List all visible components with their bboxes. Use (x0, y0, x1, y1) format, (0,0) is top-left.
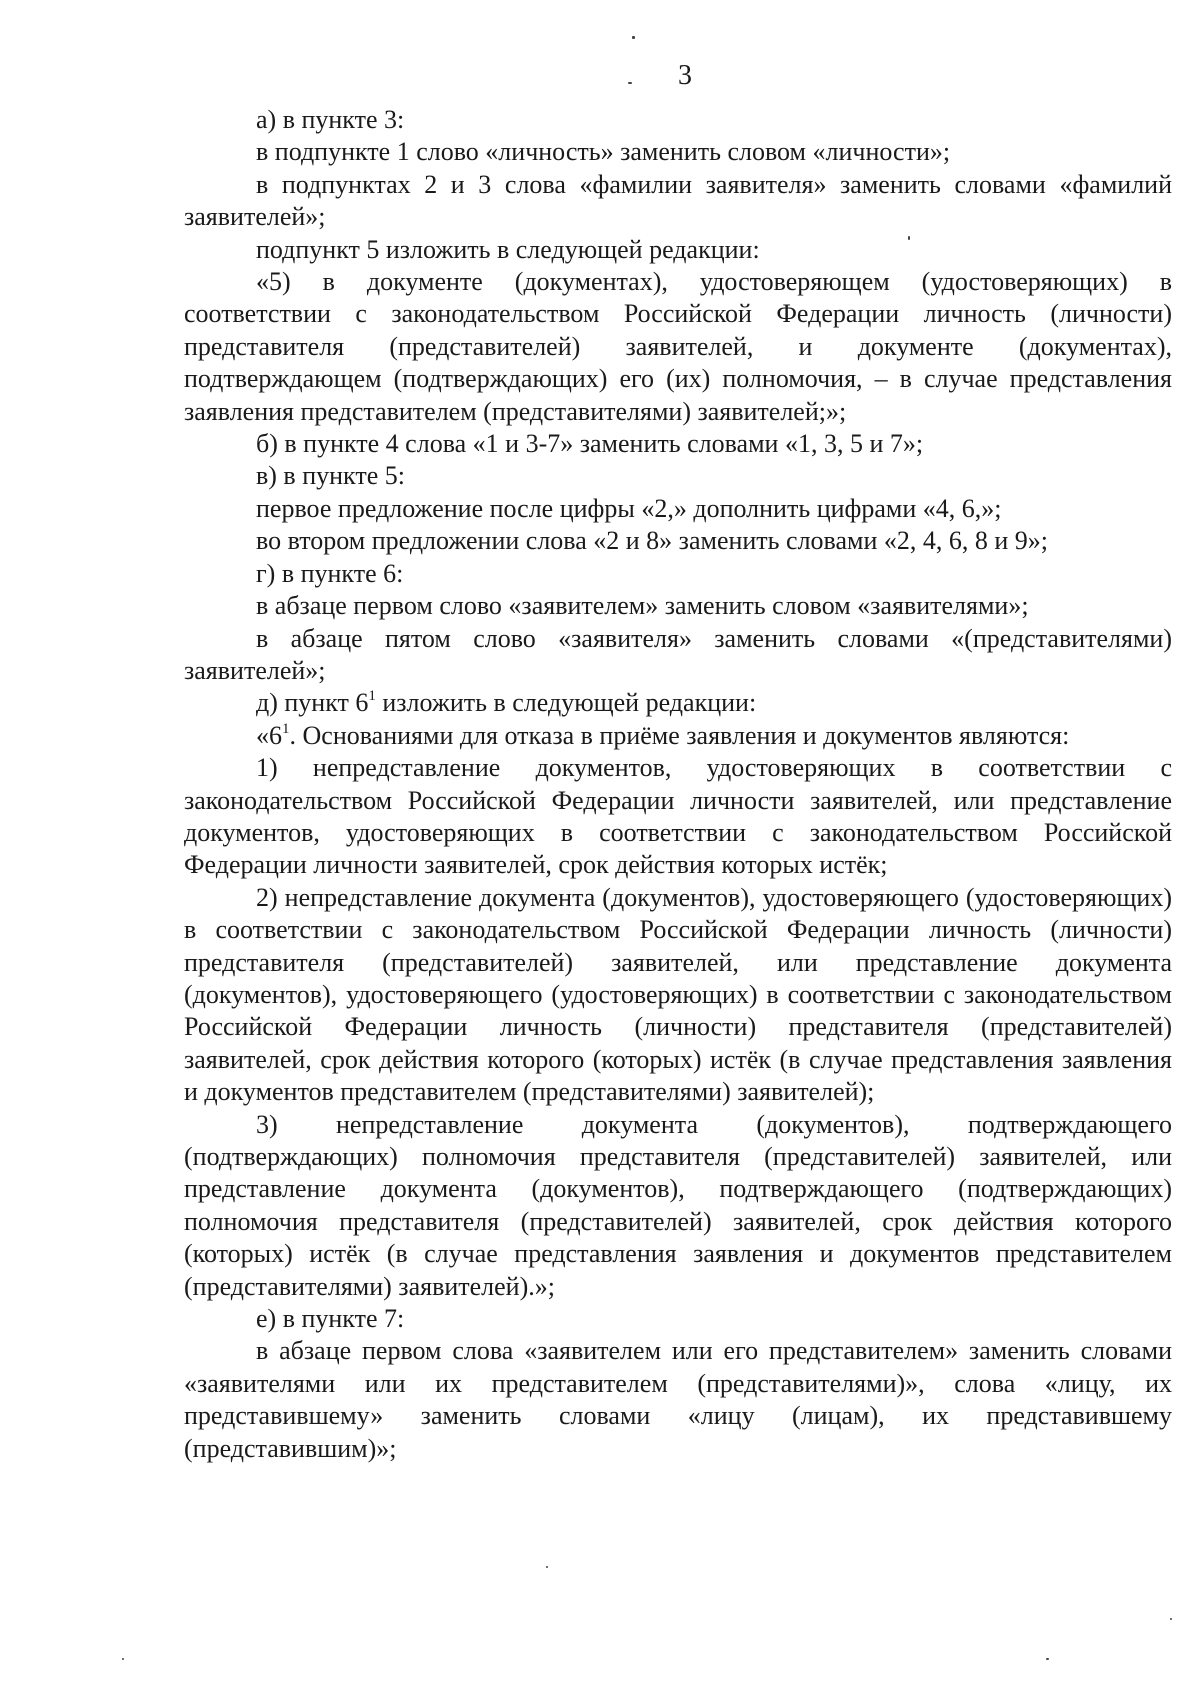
paragraph: а) в пункте 3: (256, 105, 405, 134)
superscript: 1 (368, 688, 376, 705)
paragraph (184, 687, 1172, 719)
paragraph: г) в пункте 6: (256, 558, 404, 588)
superscript: 1 (282, 720, 290, 737)
paragraph: во втором предложении слова «2 и 8» заменить словами «2, 4, 6, 8 и 9»; (256, 526, 1049, 556)
paragraph-text: . Основаниями для отказа в приёме заявления и документов являются: (289, 720, 1070, 750)
paragraph: в подпунктах 2 и 3 слова «фамилии заявителя» заменить словами «фамилий заявителей»; (184, 169, 1172, 232)
paragraph-text: д) пункт 6 (256, 688, 369, 718)
scan-speck (632, 36, 635, 39)
paragraph: е) в пункте 7: (256, 1304, 405, 1334)
scan-speck (628, 82, 632, 84)
document-body (184, 104, 1172, 1465)
paragraph-text: изложить в следующей редакции: (375, 688, 757, 718)
paragraph: 3) непредставление документа (документов), подтверждающего (подтверждающих) полномочия представителя (представителей) заявителей, или представление документа (документов), подтверждающего (подтверждающих) полномочия представителя (представителей) заявителей, срок действия которого (которых) истёк (в случае представления заявления и документов представителем (представителями) заявителей).»; (184, 1109, 1172, 1301)
scan-speck (1170, 1618, 1172, 1620)
paragraph: б) в пункте 4 слова «1 и 3-7» заменить словами «1, 3, 5 и 7»; (256, 429, 924, 459)
scan-speck (1046, 1658, 1049, 1660)
scan-speck (546, 1566, 548, 1568)
paragraph: подпункт 5 изложить в следующей редакции: (256, 234, 760, 264)
paragraph (184, 720, 1172, 752)
paragraph: первое предложение после цифры «2,» дополнить цифрами «4, 6,»; (256, 493, 1002, 523)
paragraph: в абзаце первом слово «заявителем» заменить словом «заявителями»; (256, 591, 1029, 621)
paragraph: 1) непредставление документов, удостоверяющих в соответствии с законодательством Российской Федерации личности заявителей, или представление документов, удостоверяющих в соответствии с законодательством Российской Федерации личности заявителей, срок действия которых истёк; (184, 753, 1172, 880)
paragraph: «5) в документе (документах), удостоверяющем (удостоверяющих) в соответствии с законодательством Российской Федерации личность (личности) представителя (представителей) заявителей, и документе (документах), подтверждающем (подтверждающих) его (их) полномочия, – в случае представления заявления представителем (представителями) заявителей;»; (184, 267, 1172, 426)
paragraph: 2) непредставление документа (документов), удостоверяющего (удостоверяющих) в соответствии с законодательством Российской Федерации личность (личности) представителя (представителей) заявителей, или представление документа (документов), удостоверяющего (удостоверяющих) в соответствии с законодательством Российской Федерации личность (личности) представителя (представителей) заявителей, срок действия которого (которых) истёк (в случае представления заявления и документов представителем (представителями) заявителей); (184, 882, 1172, 1107)
paragraph: в) в пункте 5: (256, 461, 405, 491)
page-number: 3 (678, 60, 692, 91)
paragraph-text: «6 (256, 720, 282, 750)
paragraph: в подпункте 1 слово «личность» заменить словом «личности»; (256, 137, 951, 167)
paragraph: в абзаце первом слова «заявителем или его представителем» заменить словами «заявителями или их представителем (представителями)», слова «лицу, их представившему» заменить словами «лицу (лицам), их представившему (представившим)»; (184, 1336, 1172, 1463)
scan-speck (908, 236, 910, 240)
paragraph: в абзаце пятом слово «заявителя» заменить словами «(представителями) заявителей»; (184, 623, 1172, 685)
scan-speck (122, 1658, 124, 1660)
